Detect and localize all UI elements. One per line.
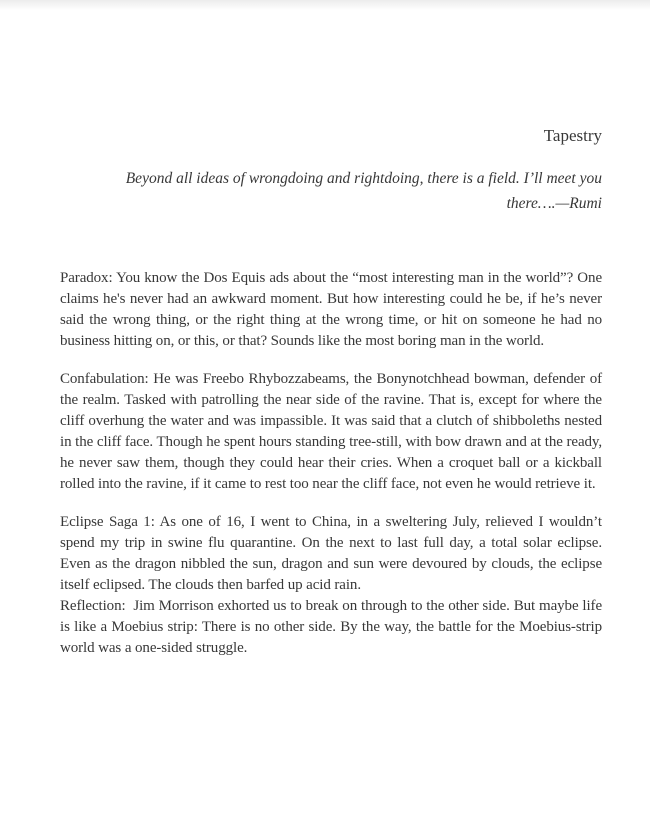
- epigraph: [60, 166, 602, 216]
- paragraph-reflection: Reflection: Jim Morrison exhorted us to break on through to the other side. But maybe life is like a Moebius strip: There is no other side. By the way, the battle for the Moebius-strip world was a one-sided struggle.: [60, 598, 602, 656]
- epigraph-line-2: there….—Rumi: [506, 195, 602, 212]
- body-text: [60, 268, 602, 659]
- paragraph-paradox: Paradox: You know the Dos Equis ads about the “most interesting man in the world”? One claims he's never had an awkward moment. But how interesting could he be, if he’s never said the wrong thing, or the right thing at the wrong time, or hit on someone he had no business hitting on, or this, or that? Sounds like the most boring man in the world.: [60, 270, 602, 349]
- paragraph-confabulation: Confabulation: He was Freebo Rhybozzabeams, the Bonynotchhead bowman, defender of the realm. Tasked with patrolling the near side of the ravine. That is, except for where the cliff overhung the water and was impassible. It was said that a clutch of shibboleths nested in the cliff face. Though he spent hours standing tree-still, with bow drawn and at the ready, he never saw them, though they could hear their cries. When a croquet ball or a kickball rolled into the ravine, if it came to rest too near the cliff face, not even he would retrieve it.: [60, 371, 602, 492]
- paragraph-eclipse-saga: Eclipse Saga 1: As one of 16, I went to China, in a sweltering July, relieved I wouldn’t spend my trip in swine flu quarantine. On the next to last full day, a total solar eclipse. Even as the dragon nibbled the sun, dragon and sun were devoured by clouds, the eclipse itself eclipsed. The clouds then barfed up acid rain.: [60, 514, 602, 593]
- page-content: [60, 0, 602, 659]
- page-title: Tapestry: [543, 126, 602, 145]
- epigraph-line-1: Beyond all ideas of wrongdoing and rightdoing, there is a field. I’ll meet you: [125, 170, 602, 187]
